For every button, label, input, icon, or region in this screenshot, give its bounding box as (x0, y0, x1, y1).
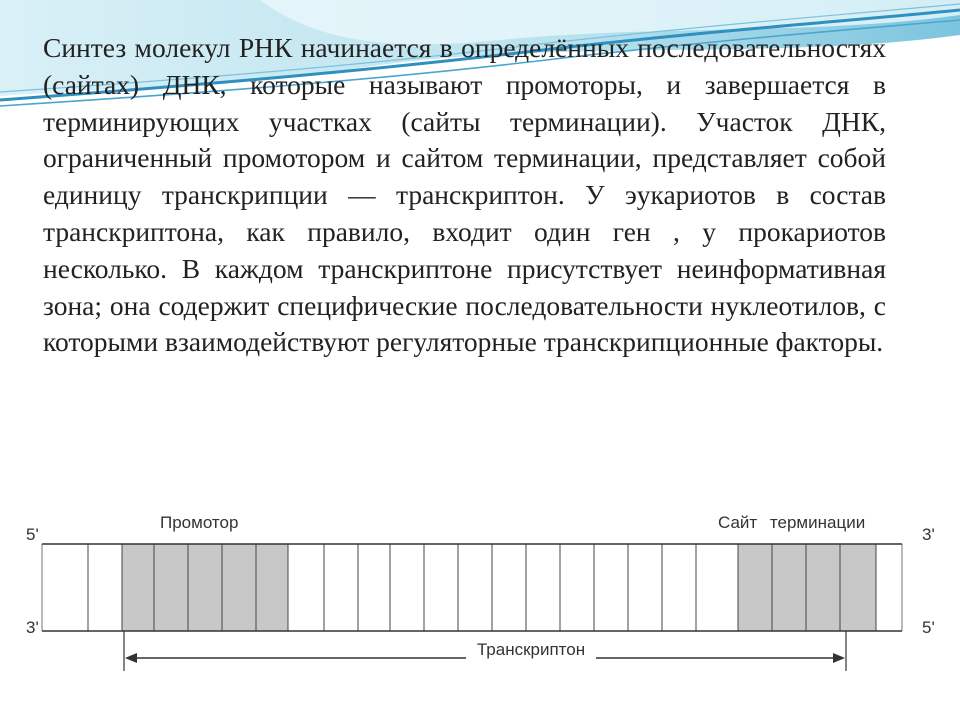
shaded-block (256, 544, 288, 631)
shaded-block (188, 544, 222, 631)
shaded-block (154, 544, 188, 631)
transcripton-arrow-head-left (125, 653, 137, 663)
promoter-label: Промотор (160, 513, 239, 532)
shaded-block (840, 544, 876, 631)
shaded-block (738, 544, 772, 631)
transcripton-label: Транскриптон (476, 640, 586, 659)
transcripton-diagram (18, 503, 952, 683)
label-5prime-top-left: 5' (26, 525, 39, 544)
label-3prime-bottom-left: 3' (26, 618, 39, 637)
label-3prime-top-right: 3' (922, 525, 935, 544)
transcripton-arrow-head-right (833, 653, 845, 663)
shaded-block (806, 544, 840, 631)
block-layer (88, 544, 876, 631)
termination-site-label: Сайт терминации (718, 513, 866, 532)
label-5prime-bottom-right: 5' (922, 618, 935, 637)
shaded-block (122, 544, 154, 631)
shaded-block (772, 544, 806, 631)
shaded-block (222, 544, 256, 631)
slide-paragraph: Синтез молекул РНК начинается в определённых последовательностях (сайтах) ДНК, которые называют промоторы, и завершается в терминирующих участках (сайты терминации). Участок ДНК, ограниченный промотором и сайтом терминации, представляет собой единицу транскрипции — транскриптон. У эукариотов в состав транскриптона, как правило, входит один ген , у прокариотов несколько. В каждом транскриптоне присутствует неинформативная зона; она содержит специфические последовательности нуклеотилов, с которыми взаимодействуют регуляторные транскрипционные факторы. (43, 32, 886, 358)
